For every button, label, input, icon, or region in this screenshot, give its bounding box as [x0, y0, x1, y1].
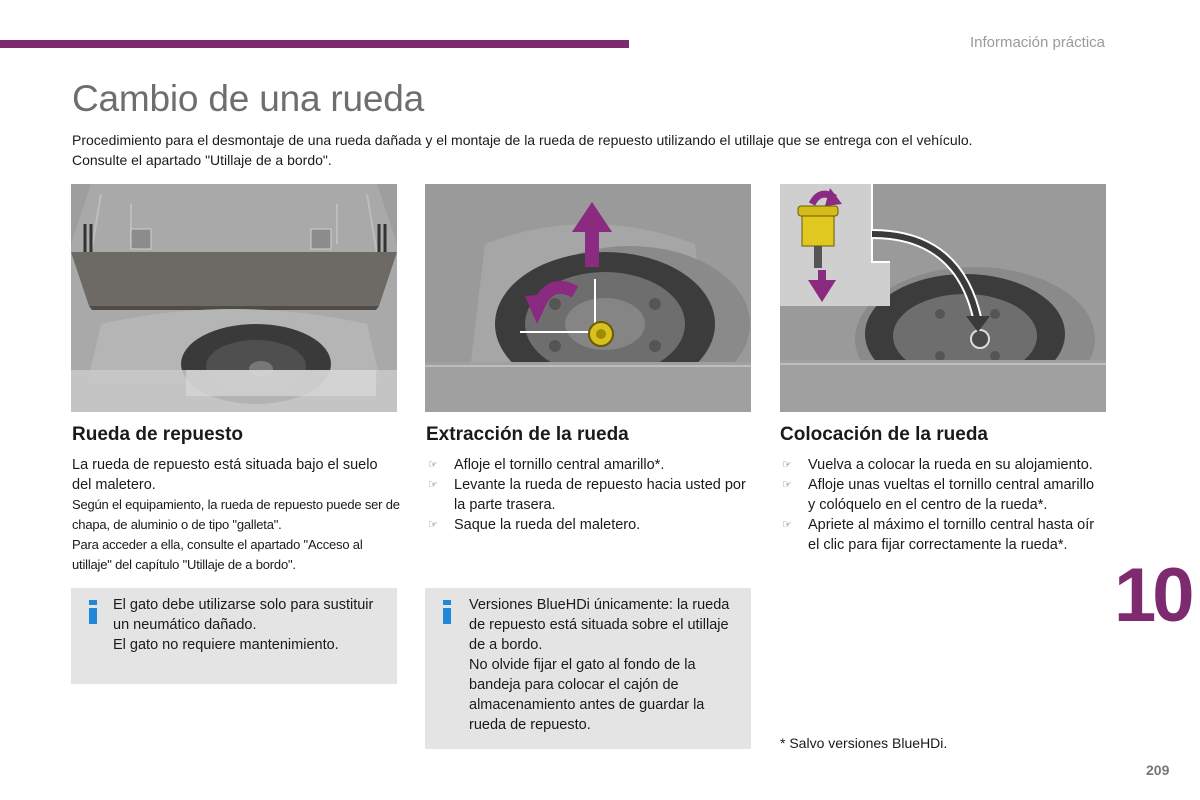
wheel-placement-illustration	[780, 184, 1106, 412]
step-text: Levante la rueda de repuesto hacia usted por la parte trasera.	[454, 477, 746, 513]
step-text: Apriete al máximo el tornillo central hasta oír el clic para fijar correctamente la rueda*.	[808, 517, 1095, 553]
step-item	[780, 475, 1098, 515]
intro-line: Procedimiento para el desmontaje de una rueda dañada y el montaje de la rueda de repuesto utilizando el utillaje que se entrega con el vehículo.	[72, 132, 973, 148]
info-note	[71, 588, 397, 684]
intro-line: Consulte el apartado "Utillaje de a bordo".	[72, 152, 332, 168]
spare-wheel-illustration	[71, 184, 397, 412]
wheel-placement-steps	[780, 455, 1098, 555]
info-note	[425, 588, 751, 749]
step-text: Afloje el tornillo central amarillo*.	[454, 457, 665, 473]
chapter-number: 10	[1114, 553, 1191, 638]
paragraph: Para acceder a ella, consulte el apartado "Acceso al utillaje" del capítulo "Utillaje de a bordo".	[72, 537, 363, 572]
step-item	[780, 455, 1098, 475]
wheel-placement-heading: Colocación de la rueda	[780, 424, 988, 445]
pointing-hand-icon: ☞	[428, 459, 438, 471]
wheel-removal-steps	[426, 455, 751, 535]
note-line: El gato debe utilizarse solo para sustituir un neumático dañado.	[113, 597, 374, 633]
step-text: Afloje unas vueltas el tornillo central amarillo y colóquelo en el centro de la rueda*.	[808, 477, 1095, 513]
page-title: Cambio de una rueda	[72, 78, 425, 119]
step-item	[426, 515, 751, 535]
info-icon	[89, 600, 97, 622]
pointing-hand-icon: ☞	[428, 519, 438, 531]
pointing-hand-icon: ☞	[782, 519, 792, 531]
section-label: Información práctica	[969, 34, 1105, 51]
wheel-removal-heading: Extracción de la rueda	[426, 424, 629, 445]
note-text	[469, 595, 744, 735]
pointing-hand-icon: ☞	[428, 479, 438, 491]
note-line: Versiones BlueHDi únicamente: la rueda de repuesto está situada sobre el utillaje de a bordo.	[469, 597, 730, 653]
step-item	[426, 455, 751, 475]
spare-wheel-text	[72, 455, 400, 575]
section-accent-bar	[0, 40, 629, 48]
pointing-hand-icon: ☞	[782, 479, 792, 491]
info-icon	[443, 600, 451, 622]
spare-wheel-heading: Rueda de repuesto	[72, 424, 244, 445]
page-number: 209	[1146, 762, 1170, 778]
note-text	[113, 595, 393, 655]
step-text: Vuelva a colocar la rueda en su alojamiento.	[808, 457, 1093, 473]
wheel-removal-illustration	[425, 184, 751, 412]
note-line: El gato no requiere mantenimiento.	[113, 637, 339, 653]
paragraph: La rueda de repuesto está situada bajo el suelo del maletero.	[72, 457, 378, 493]
step-text: Saque la rueda del maletero.	[454, 517, 641, 533]
pointing-hand-icon: ☞	[782, 459, 792, 471]
paragraph: Según el equipamiento, la rueda de repuesto puede ser de chapa, de aluminio o de tipo "galleta".	[72, 497, 400, 532]
intro-text	[72, 130, 1112, 170]
footnote: * Salvo versiones BlueHDi.	[780, 735, 948, 751]
step-item	[780, 515, 1098, 555]
note-line: No olvide fijar el gato al fondo de la bandeja para colocar el cajón de almacenamiento antes de guardar la rueda de repuesto.	[469, 657, 705, 733]
step-item	[426, 475, 751, 515]
